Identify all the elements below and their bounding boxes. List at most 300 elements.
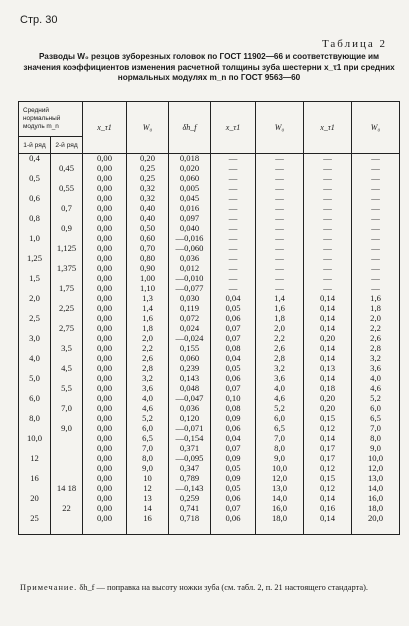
module-row1-value: 16 [30,473,39,483]
value-d: 0,120 [179,413,200,423]
module-row1-cell [19,494,51,514]
value-cell-x [83,414,127,434]
module-row1-cell [19,374,51,394]
value-x3: 0,15 [319,413,336,423]
value-d: 0,097 [179,213,200,223]
value-w2: 2,6 [274,342,285,353]
value-x2: 0,04 [225,293,241,303]
table-row [19,254,400,274]
module-row1-value: 1,0 [29,233,40,243]
xt1-header-2: x_τ1 [211,102,256,154]
value-cell-x [83,454,127,474]
value-w: 1,10 [139,282,156,293]
value-x3: 0,20 [319,333,336,343]
value-w: 5,2 [142,413,153,423]
value-cell-x3 [304,254,352,274]
footnote [20,582,400,593]
value-w: 1,8 [142,322,153,333]
table-row [19,514,400,535]
value-cell-w3 [352,174,400,194]
value-w: 1,6 [142,313,153,323]
value-cell-w3 [352,234,400,254]
value-x2: — [228,233,238,243]
value-x: 0,00 [96,222,113,233]
value-x: 0,00 [96,393,113,403]
table-row [19,374,400,394]
value-w: 0,20 [139,153,156,163]
value-x2: 0,05 [225,462,241,473]
value-x: 0,00 [96,193,113,203]
value-w3: 8,0 [370,433,381,443]
value-cell-w [127,334,169,354]
value-cell-x [83,214,127,234]
table-row [19,494,400,514]
value-w: 0,32 [139,182,156,193]
module-row2-cell [51,434,83,454]
value-x: 0,00 [96,433,113,443]
note-label: Примечание. [20,583,78,592]
value-w2: 3,2 [274,362,285,373]
value-d: —0,010 [175,273,204,283]
value-x: 0,00 [96,302,113,313]
value-d: —0,060 [175,242,204,253]
table-row [19,294,400,314]
value-x3: 0,17 [319,453,336,463]
value-cell-w3 [352,214,400,234]
value-x3: — [323,282,332,293]
value-cell-x3 [304,514,352,535]
value-w3: 2,6 [370,333,381,343]
value-x: 0,00 [96,173,113,183]
value-cell-d [169,254,211,274]
value-x2: 0,09 [225,453,241,463]
module-row2-value: 0,55 [58,183,75,193]
value-w2: — [275,202,284,213]
module-row2-value: 9,0 [61,423,72,433]
value-x: 0,00 [96,362,113,373]
value-x3: — [323,173,332,183]
value-w3: — [371,233,380,243]
value-x3: 0,14 [319,293,336,303]
xt1-header: x_τ1 [83,102,127,154]
module-row1-cell [19,474,51,494]
value-cell-w2 [256,274,304,294]
value-cell-d [169,294,211,314]
value-cell-x [83,474,127,494]
value-x2: — [228,202,238,213]
value-x3: 0,14 [319,342,336,353]
value-x3: 0,20 [319,393,336,403]
value-cell-x2 [211,154,256,175]
value-cell-x2 [211,494,256,514]
module-row2-cell [51,294,83,314]
value-x3: 0,16 [319,502,336,513]
value-cell-w [127,394,169,414]
value-d: 0,018 [179,153,200,163]
value-x2: 0,09 [225,473,241,483]
module-row2-cell [51,454,83,474]
module-row2-cell [51,474,83,494]
module-row1-value: 1,25 [26,253,43,263]
value-d: 0,024 [179,322,200,333]
value-w: 14 [143,502,152,513]
table-row [19,234,400,254]
value-cell-x3 [304,414,352,434]
module-row1-value: 12 [30,453,39,463]
value-cell-w2 [256,334,304,354]
value-w: 1,3 [142,293,153,303]
value-x3: — [323,262,332,273]
table-row [19,154,400,175]
value-w3: 4,6 [370,382,381,393]
value-w: 0,25 [139,173,156,183]
value-x2: 0,06 [225,313,241,323]
value-x: 0,00 [96,293,113,303]
module-row1-cell [19,154,51,175]
value-x: 0,00 [96,462,113,473]
value-w3: — [371,162,380,173]
module-row1-value: 0,4 [29,153,40,163]
value-w: 10 [143,473,152,483]
value-cell-d [169,374,211,394]
value-cell-d [169,494,211,514]
value-w3: 20,0 [367,513,384,523]
value-x2: 0,07 [225,322,241,333]
value-w: 0,40 [139,202,156,213]
value-cell-w [127,374,169,394]
module-row2-value: 3,5 [61,343,72,353]
value-w2: 2,8 [274,353,285,363]
value-cell-x2 [211,274,256,294]
w0-header-3: W₀ [352,102,400,154]
value-cell-x3 [304,294,352,314]
value-w3: — [371,282,380,293]
module-row1-cell [19,274,51,294]
value-w: 6,0 [142,422,153,433]
value-w: 6,5 [142,433,153,443]
module-row1-cell [19,214,51,234]
value-cell-x2 [211,474,256,494]
value-cell-x3 [304,394,352,414]
value-cell-x3 [304,474,352,494]
value-x: 0,00 [96,153,113,163]
value-w2: — [275,222,284,233]
value-x2: — [228,173,238,183]
value-cell-x [83,194,127,214]
value-cell-w3 [352,314,400,334]
value-w: 0,40 [139,213,156,223]
value-x2: — [228,262,238,273]
value-cell-d [169,274,211,294]
value-w2: — [275,173,284,183]
value-w2: 8,0 [274,442,285,453]
value-cell-x3 [304,214,352,234]
value-w: 0,60 [139,233,156,243]
value-cell-w3 [352,254,400,274]
value-d: 0,030 [179,293,200,303]
value-w2: 2,2 [274,333,285,343]
value-x: 0,00 [96,422,113,433]
value-x: 0,00 [96,242,113,253]
value-cell-w2 [256,454,304,474]
value-w: 7,0 [142,442,153,453]
value-w3: — [371,182,380,193]
value-w2: 1,6 [274,302,285,313]
module-row2-value [51,514,82,524]
value-cell-d [169,174,211,194]
value-x2: 0,07 [225,382,241,393]
value-w2: 10,0 [271,462,288,473]
value-cell-w2 [256,514,304,535]
value-x: 0,00 [96,373,113,383]
value-d: —0,143 [175,482,204,493]
table-body [19,154,400,535]
module-row1-cell [19,334,51,354]
value-d: 0,371 [179,442,200,453]
value-cell-w3 [352,374,400,394]
module-row1-cell [19,354,51,374]
value-cell-d [169,414,211,434]
value-w: 13 [143,493,152,503]
module-row1-cell [19,394,51,414]
w0-header-2: W₀ [256,102,304,154]
value-w2: — [275,193,284,203]
value-d: 0,119 [180,302,200,313]
value-cell-x3 [304,234,352,254]
value-x2: 0,10 [225,393,241,403]
value-w3: 12,0 [367,462,384,473]
value-x: 0,00 [96,262,113,273]
value-cell-w2 [256,474,304,494]
value-x: 0,00 [96,402,113,413]
module-row1-value: 2,0 [29,293,40,303]
module-row2-value: 1,125 [56,243,77,253]
value-x3: 0,12 [319,462,336,473]
table-row [19,174,400,194]
value-d: —0,077 [175,282,204,293]
value-cell-x [83,334,127,354]
value-cell-w [127,474,169,494]
page-number: Стр. 30 [20,14,58,26]
module-row2-value: 5,5 [61,383,72,393]
value-cell-w [127,154,169,175]
value-x: 0,00 [96,162,113,173]
value-d: 0,005 [179,182,200,193]
value-cell-w3 [352,414,400,434]
value-cell-w3 [352,394,400,414]
value-w2: 13,0 [271,482,288,493]
value-cell-x3 [304,174,352,194]
value-x2: — [228,273,238,283]
value-x3: 0,14 [319,353,336,363]
value-d: 0,259 [179,493,200,503]
value-cell-w [127,194,169,214]
value-w3: 13,0 [367,473,384,483]
value-cell-w [127,254,169,274]
value-cell-x2 [211,194,256,214]
value-w: 1,4 [142,302,153,313]
value-x3: 0,12 [319,482,336,493]
module-row2-cell [51,174,83,194]
value-w3: 7,0 [370,422,381,433]
module-row1-cell [19,254,51,274]
value-x2: — [228,222,238,233]
value-cell-w3 [352,474,400,494]
value-x3: 0,14 [319,433,336,443]
value-x2: 0,07 [225,333,241,343]
value-w2: 5,2 [274,402,285,413]
module-row2-value: 2,25 [58,303,75,313]
value-cell-w [127,414,169,434]
module-row1-cell [19,514,51,535]
value-w3: 14,0 [367,482,384,493]
value-x2: — [228,213,238,223]
value-cell-x3 [304,334,352,354]
value-w2: 4,0 [274,382,285,393]
value-x2: 0,07 [225,502,241,513]
value-x2: — [228,242,238,253]
value-x2: 0,08 [225,342,241,353]
module-row2-value: 22 [62,503,71,513]
value-cell-x2 [211,174,256,194]
table-row [19,334,400,354]
value-cell-x2 [211,334,256,354]
value-cell-x2 [211,394,256,414]
value-d: 0,020 [179,162,200,173]
value-w3: 3,6 [370,362,381,373]
value-w3: — [371,213,380,223]
value-x3: — [323,162,332,173]
module-row1-value: 8,0 [29,413,40,423]
value-d: —0,047 [175,393,204,403]
value-w2: 18,0 [271,513,288,523]
value-cell-w [127,234,169,254]
value-cell-w3 [352,434,400,454]
module-row2-cell [51,254,83,274]
value-cell-x3 [304,354,352,374]
module-row1-cell [19,194,51,214]
value-x3: — [323,193,332,203]
value-w2: — [275,162,284,173]
value-w3: 5,2 [370,393,381,403]
value-w: 12 [143,482,152,493]
value-cell-w [127,294,169,314]
value-w3: — [371,242,380,253]
value-cell-w [127,314,169,334]
value-x2: — [228,162,238,173]
value-d: —0,016 [175,233,204,243]
value-cell-d [169,354,211,374]
table-caption: Разводы W₀ резцов зуборезных головок по ГОСТ 11902—66 и соответствующие им значения коэффициентов изменения расчетной толщины зуба шестерни x_τ1 при средних нормальных модулях m_n по ГОСТ 9563—60 [23,52,395,82]
module-row2-cell [51,274,83,294]
value-w2: 6,0 [274,413,285,423]
value-x: 0,00 [96,333,113,343]
value-w: 3,2 [142,373,153,383]
value-cell-d [169,234,211,254]
value-cell-x [83,394,127,414]
module-row2-cell [51,414,83,434]
value-cell-w2 [256,414,304,434]
value-x3: — [323,233,332,243]
value-w: 9,0 [142,462,153,473]
value-cell-w2 [256,314,304,334]
value-d: 0,718 [179,513,200,523]
value-cell-d [169,334,211,354]
value-x2: 0,06 [225,422,241,433]
value-cell-w2 [256,154,304,175]
module-group-header: Средний нормальный модуль m_n [19,102,83,137]
value-d: —0,095 [175,453,204,463]
value-x3: — [323,242,332,253]
value-w2: — [275,233,284,243]
value-x: 0,00 [96,322,113,333]
w0-header: W₀ [127,102,169,154]
value-w3: 4,0 [370,373,381,383]
value-cell-d [169,154,211,175]
module-row2-value: 0,7 [61,203,72,213]
value-w3: — [371,193,380,203]
xt1-header-3: x_τ1 [304,102,352,154]
value-x2: 0,07 [225,442,241,453]
module-row2-cell [51,354,83,374]
table-label: Таблица 2 [321,38,387,50]
data-table [18,101,400,535]
module-row2-cell [51,154,83,175]
value-cell-x2 [211,434,256,454]
value-cell-x2 [211,254,256,274]
value-cell-x [83,374,127,394]
value-cell-x2 [211,454,256,474]
value-cell-w2 [256,434,304,454]
value-w2: — [275,262,284,273]
value-x3: — [323,202,332,213]
value-cell-x [83,354,127,374]
value-x: 0,00 [96,493,113,503]
value-cell-w [127,434,169,454]
value-w3: 6,5 [370,413,381,423]
value-cell-w3 [352,454,400,474]
value-x: 0,00 [96,282,113,293]
value-x: 0,00 [96,473,113,483]
table-row [19,414,400,434]
value-w2: — [275,282,284,293]
module-row2-cell [51,394,83,414]
value-cell-d [169,314,211,334]
table-row [19,194,400,214]
value-cell-x [83,274,127,294]
table-row [19,274,400,294]
value-cell-x [83,234,127,254]
value-w2: — [275,242,284,253]
value-x3: 0,12 [319,422,336,433]
value-cell-x3 [304,434,352,454]
value-x3: — [323,253,332,263]
value-w2: 9,0 [274,453,285,463]
value-cell-w2 [256,374,304,394]
value-cell-w2 [256,394,304,414]
value-w3: — [371,173,380,183]
value-cell-w2 [256,174,304,194]
value-x2: 0,05 [225,362,241,373]
value-x: 0,00 [96,233,113,243]
value-x2: 0,08 [225,402,241,413]
value-w: 16 [143,513,152,523]
module-row2-cell [51,514,83,535]
value-x3: 0,18 [319,382,336,393]
module-row2-value: 1,375 [56,263,77,273]
value-w3: 10,0 [367,453,384,463]
value-cell-w3 [352,334,400,354]
